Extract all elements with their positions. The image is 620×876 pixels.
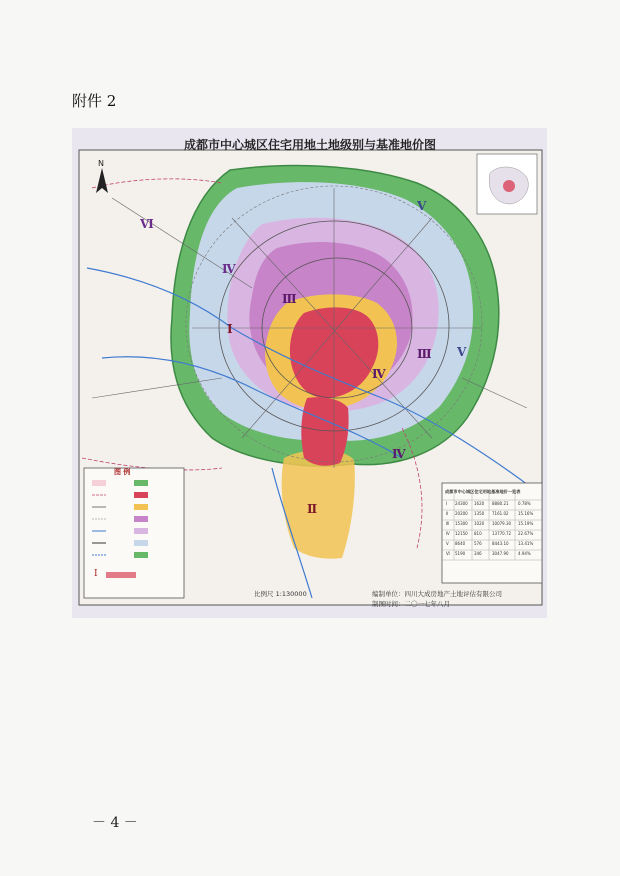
zone-label-3-east: Ⅲ [417, 347, 432, 361]
table-row-1-mu: 1620 [474, 501, 485, 506]
table-row-5-area: 8443.10 [492, 541, 509, 546]
map-credits [372, 589, 502, 609]
table-row-3-area: 10079.30 [492, 521, 512, 526]
table-row-5-price: 8640 [455, 541, 466, 546]
grade-1-south-zone [301, 397, 348, 465]
inset-map [477, 154, 537, 214]
legend-box [84, 468, 184, 598]
svg-text:N: N [98, 159, 104, 168]
table-row-6-price: 5190 [455, 551, 466, 556]
table-row-5-mu: 576 [474, 541, 482, 546]
table-row-4-price: 12150 [455, 531, 468, 536]
table-row-3-grade: Ⅲ [446, 521, 449, 526]
map-title: 成都市中心城区住宅用地土地级别与基准地价图 [183, 138, 436, 152]
zone-label-6: Ⅵ [140, 217, 154, 231]
table-row-2-area: 7161.02 [492, 511, 509, 516]
map-scale: 比例尺 1:130000 [254, 590, 307, 598]
table-row-1-grade: Ⅰ [446, 501, 448, 506]
attachment-label: 附件 2 [72, 92, 117, 110]
table-row-1-area: 8880.21 [492, 501, 509, 506]
table-row-2-mu: 1350 [474, 511, 485, 516]
table-row-4-area: 13770.72 [492, 531, 512, 536]
zone-label-5-north: Ⅴ [417, 199, 427, 213]
zone-label-1: Ⅰ [227, 322, 233, 336]
table-row-4-grade: Ⅳ [446, 531, 450, 536]
legend-title: 图 例 [114, 468, 131, 476]
zone-label-4-west: Ⅳ [222, 262, 236, 276]
table-row-3-share: 15.19% [518, 521, 534, 526]
price-table-title: 成都市中心城区住宅用地基准地价一览表 [445, 489, 521, 494]
table-row-6-area: 3047.90 [492, 551, 509, 556]
table-row-4-share: 22.67% [518, 531, 534, 536]
table-row-1-price: 24300 [455, 501, 468, 506]
zone-label-4-south: Ⅳ [392, 447, 406, 461]
table-row-2-grade: Ⅱ [446, 511, 448, 516]
table-row-4-mu: 810 [474, 531, 482, 536]
table-row-3-price: 15300 [455, 521, 468, 526]
svg-text:Ⅰ: Ⅰ [94, 569, 98, 579]
zone-label-3-west: Ⅲ [282, 292, 297, 306]
table-row-2-price: 20200 [455, 511, 468, 516]
table-row-5-share: 13.41% [518, 541, 534, 546]
table-row-1-share: 0.78% [518, 501, 531, 506]
zone-label-2-south: Ⅱ [307, 502, 318, 516]
table-row-3-mu: 1020 [474, 521, 485, 526]
table-row-2-share: 15.16% [518, 511, 534, 516]
compiler-text: 编制单位：四川大成房地产土地评估有限公司 [372, 590, 502, 598]
grade-2-south-zone [282, 450, 355, 559]
zone-label-4-east: Ⅳ [372, 367, 386, 381]
table-row-5-grade: Ⅴ [446, 541, 449, 546]
page-number: － 4 － [92, 815, 138, 831]
table-row-6-share: 4.94% [518, 551, 531, 556]
table-row-6-grade: Ⅵ [446, 551, 450, 556]
zone-label-5-east: Ⅴ [457, 345, 467, 359]
table-row-6-mu: 346 [474, 551, 482, 556]
date-text: 制图时间：二〇一七年八月 [372, 600, 450, 608]
